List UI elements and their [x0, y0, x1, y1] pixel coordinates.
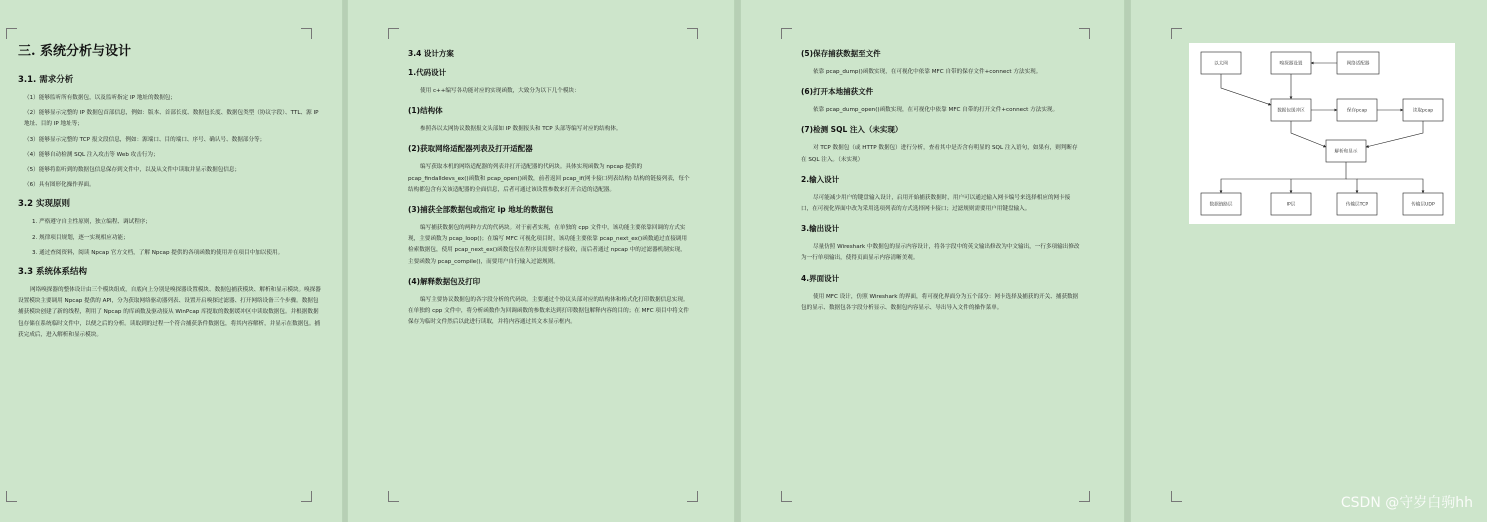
section-title: 3.1. 需求分析: [18, 75, 74, 85]
margin-corner-mark: [687, 28, 698, 39]
diagram-edge: [1357, 179, 1423, 193]
list-item: （5）能够将监听到的数据包信息保存到文件中，以及从文件中读取并显示数据包信息；: [24, 167, 241, 174]
subsection-title: (5)保存捕获数据至文件: [801, 49, 881, 58]
paragraph: 编写捕获数据包的两种方式的代码块。对于前者实现，在单独的 cpp 文件中，该功能主要依靠回调的方式实现，主要函数为 pcap_loop()；在编写 MFC 可视化项目时，该功能主要依靠 pcap_next_ex()函数通过直接调用检索数据包，使用 pcap_next_ex()函数包仅在程序员需要时才接收，而后者通过 npcap 中的过滤器机制实现，主要函数为 pcap_compile()，而要用户自行输入过滤规则。: [408, 225, 687, 265]
diagram-label: 传输层TCP: [1345, 202, 1369, 208]
paragraph: 编写获取本机的网络适配器的列表并打开适配器的代码块。具体实现函数为 npcap 提供的 pcap_findalldevs_ex()函数和 pcap_open()函数，前者返回 pcap_if(网卡接口列表结构) 结构的链接列表，每个结构都包含有关该适配器的全面信息，后者可通过该设置参数来打开合适的适配器。: [408, 164, 690, 193]
list-item: （1）能够监听所有数据包，以及监听指定 IP 地址的数据包；: [24, 95, 176, 101]
paragraph: 使用 MFC 设计，仿照 Wireshark 的界面，将可视化界面分为五个部分：网卡选择及捕获的开关、捕获数据包的显示、数据包各字段分析显示、数据包内容显示、导出导入文件的操作菜单。: [801, 293, 1079, 311]
chapter-title: 三. 系统分析与设计: [18, 44, 132, 59]
diagram-label: 读取pcap: [1412, 108, 1434, 114]
paragraph: 尽量仿照 Wireshark 中数据包的显示内容设计，将各字段中的英文输出修改为中文输出，一行多项输出修改为一行单项输出，使得页面显示内容清晰美观。: [801, 244, 1080, 262]
list-item: 3. 通过查阅资料，阅读 Npcap 官方文档，了解 Npcap 提供的各项函数的使用并在项目中加以使用。: [32, 249, 284, 256]
paragraph: 依靠 pcap_dump_open()函数实现，在可视化中依靠 MFC 自带的打开文件+connect 方法实现。: [813, 107, 1059, 114]
margin-corner-mark: [301, 491, 312, 502]
section-title: 3.2 实现原则: [18, 199, 71, 210]
document-page-4: [1131, 0, 1487, 522]
margin-corner-mark: [388, 28, 399, 39]
paragraph: 尽可能减少用户的键盘输入设计，启用开始捕获数据时，用户可以通过输入网卡编号来选择相应的网卡接口，在可视化界面中改为采用选项列表的方式选择网卡接口；过滤规则需要用户用键盘输入。: [801, 194, 1071, 213]
paragraph: 使用 c++编写各功能对应的实现函数，大致分为以下几个模块：: [420, 88, 580, 94]
subsection-title: (6)打开本地捕获文件: [801, 87, 874, 97]
paragraph: 编写主要协议数据包的各字段分析的代码块。主要通过个协议头部对应的结构体和格式化打印数据信息实现。在单独的 cpp 文件中，将分析函数作为回调函数的参数来达到打印数据包解释内容的目的；在 MFC 项目中将文件保存为临时文件然后以此进行读取，并将内容通过其文本显示框内。: [408, 296, 689, 326]
diagram-svg: [1189, 43, 1455, 224]
diagram-edge: [1291, 121, 1326, 147]
diagram-edge: [1221, 162, 1346, 193]
subsection-title: 3.输出设计: [801, 224, 840, 234]
subsection-title: 4.界面设计: [801, 273, 840, 283]
document-page-3: [741, 0, 1124, 522]
list-item: 2. 规律项目规划，逐一实现相应功能；: [32, 234, 129, 241]
page-gap: [1124, 0, 1131, 522]
diagram-label: IP层: [1286, 202, 1296, 208]
subsection-title: (3)捕获全部数据包或指定 ip 地址的数据包: [408, 205, 554, 215]
section-title: 3.3 系统体系结构: [18, 267, 88, 278]
margin-corner-mark: [388, 491, 399, 502]
subsection-title: (1)结构体: [408, 106, 443, 116]
list-item: （3）能够显示完整的 TCP 报文段信息，例如：源端口、目的端口、序号、确认号、数据部分等；: [24, 136, 266, 143]
document-page-1: [0, 0, 342, 522]
subsection-title: 2.输入设计: [801, 174, 840, 184]
margin-corner-mark: [1171, 491, 1182, 502]
list-item: （6）具有图形化操作界面。: [24, 182, 95, 189]
paragraph: 参照各以太网协议数据报文头部如 IP 数据报头和 TCP 头部等编写对应的结构体。: [420, 126, 622, 133]
margin-corner-mark: [1171, 28, 1182, 39]
page-gap: [734, 0, 741, 522]
margin-corner-mark: [781, 491, 792, 502]
watermark: CSDN @守岁白驹hh: [1340, 495, 1473, 511]
margin-corner-mark: [1079, 491, 1090, 502]
margin-corner-mark: [1079, 28, 1090, 39]
document-page-2: [348, 0, 734, 522]
diagram-label: 嗅探器设置: [1279, 61, 1303, 67]
diagram-label: 数据链路层: [1209, 202, 1233, 208]
diagram-label: 保存pcap: [1346, 108, 1368, 114]
diagram-label: 以太网: [1214, 61, 1228, 67]
list-item: （2）能够显示完整的 IP 数据包首部信息，例如：版本、首部长度、数据包长度、数据包类型（协议字段）、TTL、源 IP 地址、目的 IP 地址等；: [24, 110, 319, 128]
architecture-diagram: [1189, 43, 1455, 224]
subsection-title: (7)检测 SQL 注入（未实现）: [801, 125, 903, 135]
diagram-label: 传输层UDP: [1411, 202, 1435, 208]
subsection-title: (4)解释数据包及打印: [408, 276, 481, 286]
margin-corner-mark: [6, 28, 17, 39]
diagram-edge: [1346, 179, 1357, 193]
margin-corner-mark: [687, 491, 698, 502]
margin-corner-mark: [6, 491, 17, 502]
diagram-edge: [1366, 121, 1423, 147]
diagram-label: 网络适配器: [1346, 61, 1370, 67]
section-title: 3.4 设计方案: [408, 49, 454, 58]
diagram-label: 数据包缓冲区: [1277, 108, 1305, 114]
paragraph: 依靠 pcap_dump()函数实现，在可视化中依靠 MFC 自带的保存文件+connect 方法实现。: [813, 69, 1042, 75]
list-item: 1. 严格遵守自主性原则，独立编程、调试程序；: [32, 219, 151, 226]
list-item: （4）能够自动检测 SQL 注入攻击等 Web 攻击行为；: [24, 151, 159, 158]
subsection-title: (2)获取网络适配器列表及打开适配器: [408, 144, 533, 154]
subsection-title: 1.代码设计: [408, 68, 447, 77]
diagram-edge: [1221, 74, 1271, 105]
margin-corner-mark: [781, 28, 792, 39]
diagram-label: 解析和显示: [1334, 149, 1358, 155]
paragraph: 网络嗅探器的整体设计由三个模块组成，自底向上分别是嗅探器设置模块、数据包捕获模块、解析和显示模块。嗅探器设置模块主要调用 Npcap 提供的 API，分为获取网络驱动器列表、设置开启嗅探过滤器、打开网络设备三个步骤。数据包捕获模块创建了新的线程，利用了 Npcap 的库函数及驱动接从 WinPcap 库提取的数据缓冲区中读取数据包。并根据数据包存储在系统临时文件中，以便之后的分析。读取到的过程一个符合捕获条件数据包，将其内容解析，并显示在数据包。捕获完成后，进入解析和显示模块。: [18, 287, 321, 338]
paragraph: 对 TCP 数据包（或 HTTP 数据包）进行分析，查看其中是否含有明显的 SQL 注入语句，如果有，则判断存在 SQL 注入。（未实现）: [801, 145, 1078, 163]
